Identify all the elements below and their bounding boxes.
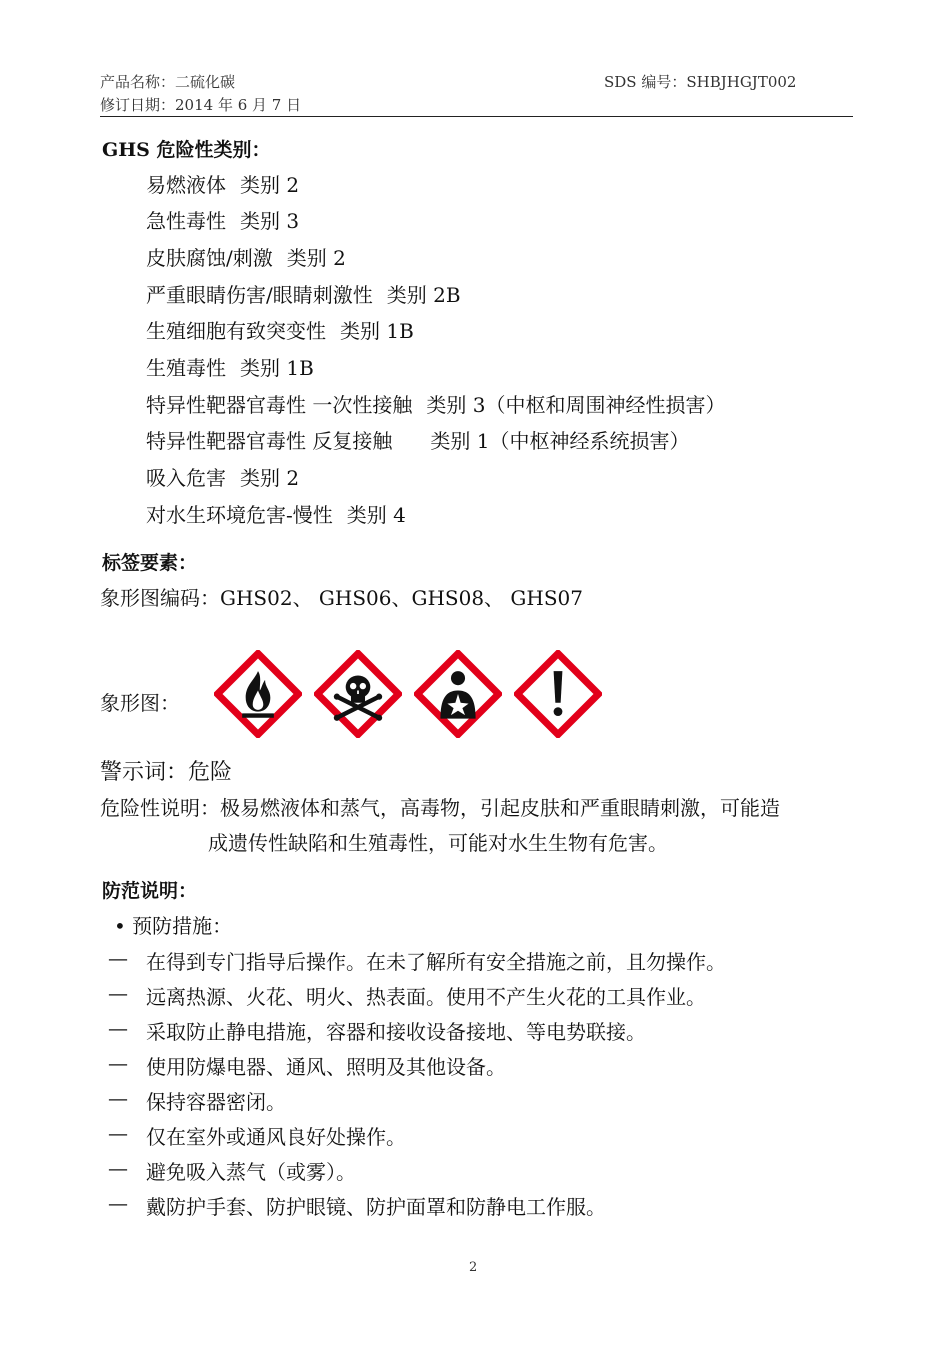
ghs-item: 易燃液体 类别 2: [146, 173, 300, 197]
header-sds-number: SDS 编号：SHBJHGJT002: [604, 73, 797, 91]
ghs-item: 生殖细胞有致突变性 类别 1B: [146, 319, 414, 343]
prevention-subheading: • 预防措施：: [114, 914, 233, 938]
pictogram-label: 象形图：: [100, 691, 180, 715]
dash-bullet: —: [108, 1051, 128, 1075]
dash-bullet: —: [108, 946, 128, 970]
ghs-item: 皮肤腐蚀/刺激 类别 2: [146, 246, 346, 270]
flame-icon: [214, 650, 302, 738]
dash-bullet: —: [108, 981, 128, 1005]
header-product-name: 产品名称：二硫化碳: [100, 73, 236, 91]
list-item: 戴防护手套、防护眼镜、防护面罩和防静电工作服。: [146, 1195, 606, 1219]
dash-bullet: —: [108, 1121, 128, 1145]
label-heading: 标签要素：: [102, 552, 198, 574]
list-item: 采取防止静电措施，容器和接收设备接地、等电势联接。: [146, 1020, 646, 1044]
precautions-heading: 防范说明：: [102, 880, 198, 902]
list-item: 避免吸入蒸气（或雾）。: [146, 1160, 356, 1184]
hazard-statement-line-2: 成遗传性缺陷和生殖毒性，可能对水生生物有危害。: [208, 831, 668, 855]
ghs-item: 严重眼睛伤害/眼睛刺激性 类别 2B: [146, 283, 461, 307]
ghs-item: 特异性靶器官毒性 反复接触 类别 1（中枢神经系统损害）: [146, 429, 690, 453]
list-item: 远离热源、火花、明火、热表面。使用不产生火花的工具作业。: [146, 985, 706, 1009]
page-number: 2: [469, 1260, 478, 1275]
pictogram-codes: 象形图编码：GHS02、 GHS06、GHS08、 GHS07: [100, 586, 583, 610]
signal-word: 警示词：危险: [100, 760, 233, 785]
ghs-item: 急性毒性 类别 3: [146, 209, 300, 233]
ghs-item: 吸入危害 类别 2: [146, 466, 300, 490]
ghs-item: 生殖毒性 类别 1B: [146, 356, 314, 380]
ghs-item: 对水生环境危害-慢性 类别 4: [146, 503, 406, 527]
skull-crossbones-icon: [314, 650, 402, 738]
health-hazard-icon: [414, 650, 502, 738]
header-revision-date: 修订日期：2014 年 6 月 7 日: [100, 96, 302, 114]
list-item: 保持容器密闭。: [146, 1090, 286, 1114]
dash-bullet: —: [108, 1156, 128, 1180]
dash-bullet: —: [108, 1086, 128, 1110]
ghs-heading: GHS 危险性类别：: [102, 139, 271, 161]
hazard-statement-line-1: 危险性说明：极易燃液体和蒸气，高毒物，引起皮肤和严重眼睛刺激，可能造: [100, 796, 780, 820]
exclamation-icon: [514, 650, 602, 738]
header-rule: [100, 116, 853, 117]
list-item: 在得到专门指导后操作。在未了解所有安全措施之前，且勿操作。: [146, 950, 726, 974]
dash-bullet: —: [108, 1016, 128, 1040]
list-item: 使用防爆电器、通风、照明及其他设备。: [146, 1055, 506, 1079]
dash-bullet: —: [108, 1191, 128, 1215]
ghs-item: 特异性靶器官毒性 一次性接触 类别 3（中枢和周围神经性损害）: [146, 393, 726, 417]
list-item: 仅在室外或通风良好处操作。: [146, 1125, 406, 1149]
